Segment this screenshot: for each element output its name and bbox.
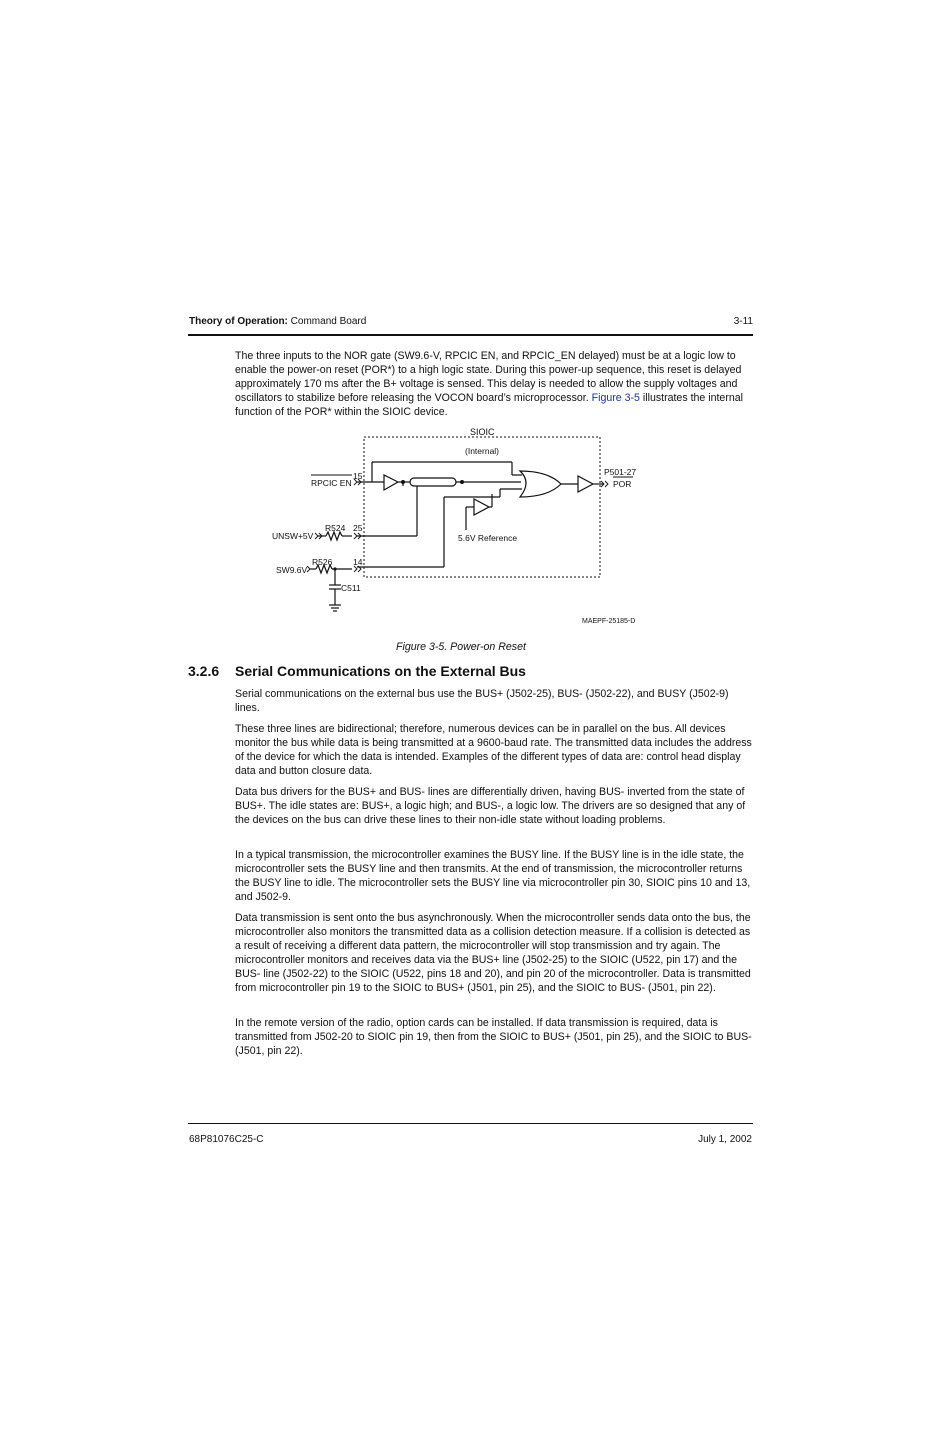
figure-link[interactable]: Figure 3-5 bbox=[591, 392, 640, 404]
running-header bbox=[189, 316, 366, 327]
output-buffer bbox=[578, 476, 593, 492]
body-paragraph: These three lines are bidirectional; therefore, numerous devices can be in parallel on the bus. All devices monitor the bus while data is being transmitted at a 9600-baud rate. The transmitted data includes the address of the device for which the data is intended. Examples of the different types of data are: control head display data and button closure data. bbox=[235, 723, 752, 777]
pin-25-label: 25 bbox=[353, 523, 363, 533]
r526-label: R526 bbox=[312, 557, 333, 567]
section-number: 3.2.6 bbox=[188, 663, 220, 679]
reference-label: 5.6V Reference bbox=[458, 533, 518, 543]
delay-element bbox=[410, 478, 456, 486]
header-section-bold: Theory of Operation: bbox=[189, 316, 288, 327]
sw96-label: SW9.6V bbox=[276, 565, 308, 575]
intro-paragraph bbox=[235, 349, 755, 419]
body-paragraph: Data transmission is sent onto the bus asynchronously. When the microcontroller sends data onto the bus, the microcontroller also monitors the transmitted data as a collision detection measure. If a collision is detected as a result of receiving a different data pattern, the microcontroller will stop transmission and try again. The microcontroller monitors and receives data via the BUS+ line (J502-25) to the SIOIC (U522, pin 17) and the BUS- line (J502-22) to the SIOIC (U522, pins 18 and 20), and pin 20 of the microcontroller. Data is transmitted from microcontroller pin 19 to the SIOIC to BUS+ (J501, pin 25), and the SIOIC to BUS- (J501, pin 22). bbox=[235, 912, 751, 994]
body-paragraph: Serial communications on the external bus use the BUS+ (J502-25), BUS- (J502-22), and BUSY (J502-9) lines. bbox=[235, 688, 729, 714]
body-paragraph: In the remote version of the radio, option cards can be installed. If data transmission is required, data is transmitted from J502-20 to SIOIC pin 19, then from the SIOIC to BUS+ (J501, pin 25), and the SIOIC to BUS- (J501, pin 22). bbox=[235, 1017, 752, 1057]
r524-label: R524 bbox=[325, 523, 346, 533]
figure-code: MAEPF-25185-D bbox=[582, 618, 636, 625]
section-heading bbox=[188, 663, 748, 679]
document-date: July 1, 2002 bbox=[698, 1134, 752, 1145]
unsw-label: UNSW+5V bbox=[272, 531, 314, 541]
page-number: 3-11 bbox=[733, 316, 753, 327]
internal-label: (Internal) bbox=[465, 446, 500, 456]
sioic-label: SIOIC bbox=[470, 427, 495, 437]
pin-15-label: 15 bbox=[353, 471, 363, 481]
body-paragraph: Data bus drivers for the BUS+ and BUS- lines are differentially driven, having BUS- inverted from the state of BUS+. The idle states are: BUS+, a logic high; and BUS-, a logic low. The drivers are so designed that any of the devices on the bus can drive these lines to their non-idle state without loading problems. bbox=[235, 786, 746, 826]
rpcic-en-label: RPCIC EN bbox=[311, 478, 352, 488]
r524-resistor bbox=[326, 532, 342, 540]
pin-14-label: 14 bbox=[353, 557, 363, 567]
intro-text-tail: illustrates the internal function of the POR* within the SIOIC device. bbox=[235, 392, 743, 418]
document-number: 68P81076C25-C bbox=[189, 1134, 264, 1145]
figure-caption: Figure 3-5. Power-on Reset bbox=[396, 641, 526, 653]
c511-label: C511 bbox=[341, 583, 361, 593]
header-section-rest: Command Board bbox=[287, 316, 367, 327]
r526-resistor bbox=[316, 565, 332, 573]
body-paragraph: In a typical transmission, the microcontroller examines the BUSY line. If the BUSY line is in the idle state, the microcontroller sets the BUSY line and then transmits. At the end of transmission, the microcontroller returns the BUSY line to idle. The microcontroller sets the BUSY line via microcontroller pin 30, SIOIC pins 10 and 13, and J502-9. bbox=[235, 849, 751, 903]
p501-label: P501-27 bbox=[604, 467, 637, 477]
intro-text: The three inputs to the NOR gate (SW9.6-V, RPCIC EN, and RPCIC_EN delayed) must be at a logic low to enable the power-on reset (POR*) to a high logic state. During this power-up sequence, this reset is delayed approximately 170 ms after the B+ voltage is sensed. This delay is needed to allow the supply voltages and oscillators to stabilize before releasing the VOCON board’s microprocessor. bbox=[235, 350, 742, 404]
nor-gate bbox=[520, 471, 561, 497]
por-label: POR bbox=[613, 479, 632, 489]
section-title: Serial Communications on the External Bus bbox=[235, 663, 526, 679]
input-buffer bbox=[384, 475, 398, 490]
sioic-boundary bbox=[364, 437, 600, 577]
reference-comparator bbox=[474, 499, 489, 515]
header-rule bbox=[188, 334, 753, 336]
footer-rule bbox=[188, 1123, 753, 1124]
